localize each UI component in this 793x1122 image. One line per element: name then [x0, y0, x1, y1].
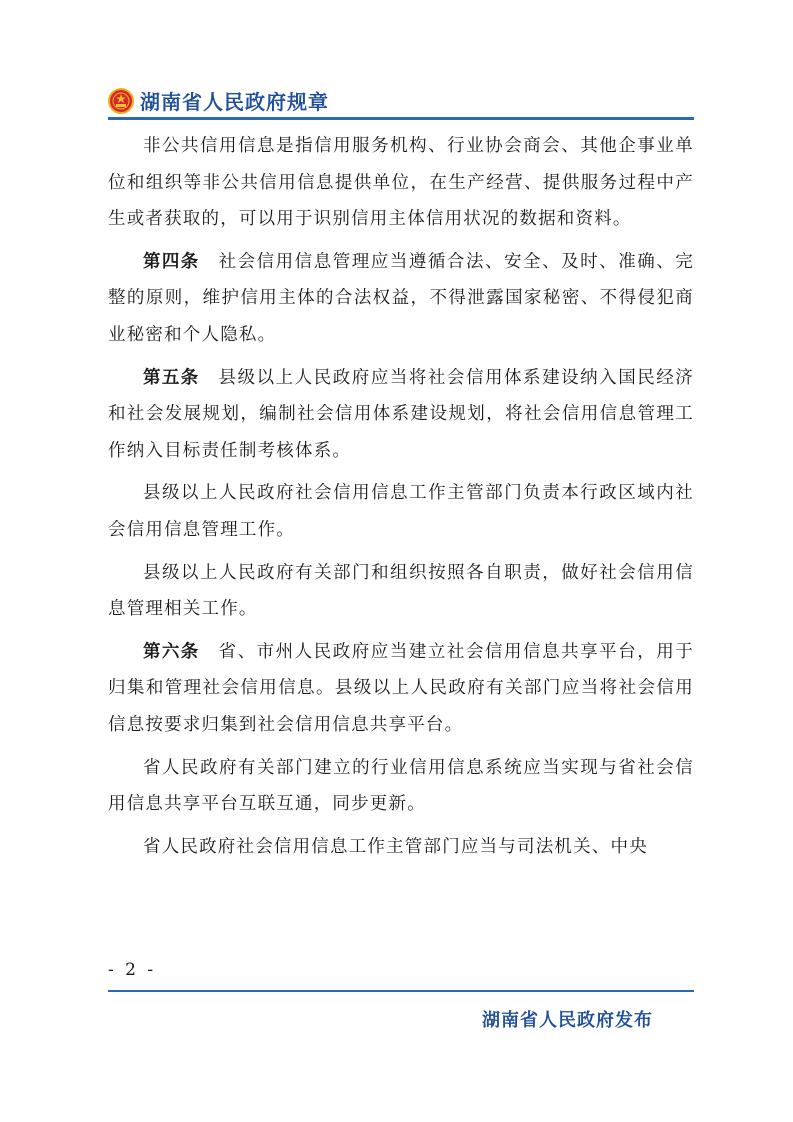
paragraph-text: 县级以上人民政府有关部门和组织按照各自职责，做好社会信用信息管理相关工作。 [108, 562, 694, 620]
paragraph-text: 省人民政府社会信用信息工作主管部门应当与司法机关、中央 [143, 836, 648, 857]
header-title: 湖南省人民政府规章 [140, 90, 329, 114]
page-number: - 2 - [108, 960, 157, 980]
article-number: 第四条 [143, 251, 200, 272]
article-number: 第五条 [143, 367, 200, 388]
body-paragraph [108, 475, 694, 548]
body-paragraph [108, 128, 694, 238]
header-divider [108, 117, 694, 120]
page-header [108, 86, 329, 115]
paragraph-text: 省、市州人民政府应当建立社会信用信息共享平台，用于归集和管理社会信用信息。县级以上人民政府有关部门应当将社会信用信息按要求归集到社会信用信息共享平台。 [108, 641, 695, 735]
paragraph-text: 省人民政府有关部门建立的行业信用信息系统应当实现与省社会信用信息共享平台互联互通，同步更新。 [108, 757, 694, 815]
body-paragraph [108, 750, 694, 823]
body-paragraph [108, 555, 694, 628]
body-paragraph [108, 634, 694, 744]
paragraph-text: 县级以上人民政府社会信用信息工作主管部门负责本行政区域内社会信用信息管理工作。 [108, 483, 694, 540]
paragraph-text: 非公共信用信息是指信用服务机构、行业协会商会、其他企事业单位和组织等非公共信用信息提供单位，在生产经营、提供服务过程中产生或者获取的，可以用于识别信用主体信用状况的数据和资料。 [108, 136, 694, 230]
article-number: 第六条 [143, 641, 200, 662]
document-body [108, 128, 694, 871]
paragraph-text: 社会信用信息管理应当遵循合法、安全、及时、准确、完整的原则，维护信用主体的合法权益，不得泄露国家秘密、不得侵犯商业秘密和个人隐私。 [108, 251, 695, 345]
footer-publisher: 湖南省人民政府发布 [482, 1010, 653, 1031]
national-emblem-icon [108, 88, 134, 114]
body-paragraph [108, 244, 694, 354]
body-paragraph [108, 829, 694, 866]
paragraph-text: 县级以上人民政府应当将社会信用体系建设纳入国民经济和社会发展规划，编制社会信用体系建设规划，将社会信用信息管理工作纳入目标责任制考核体系。 [108, 367, 695, 461]
footer-divider [108, 990, 694, 992]
body-paragraph [108, 360, 694, 470]
